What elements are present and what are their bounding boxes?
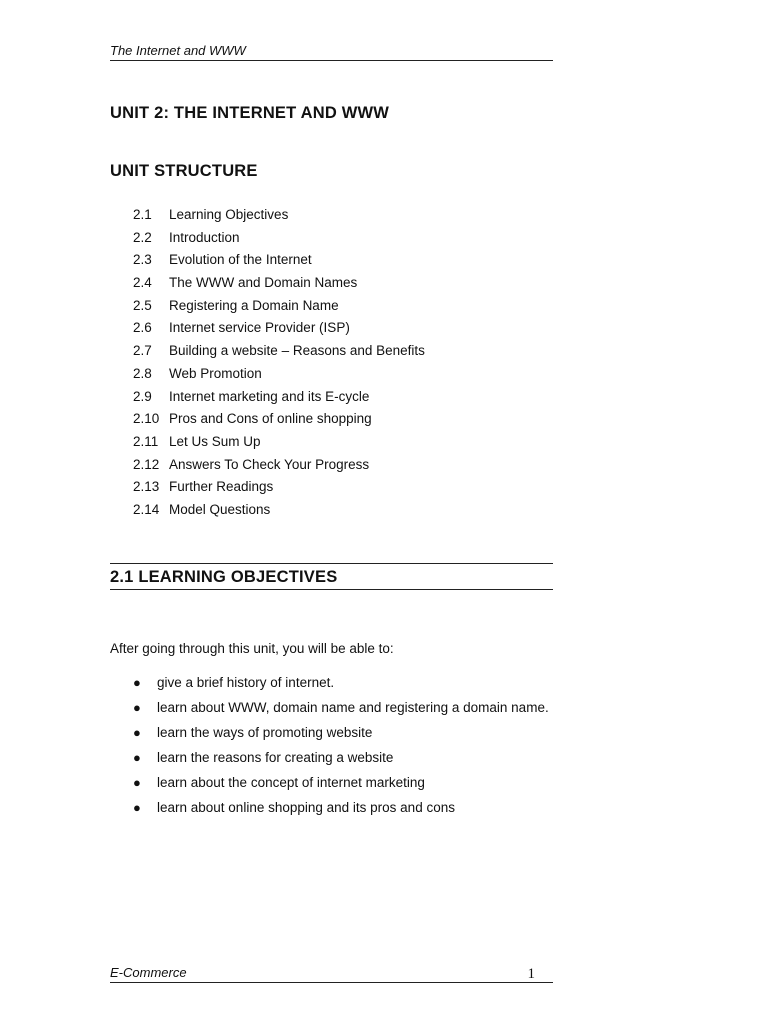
toc-item <box>133 317 425 340</box>
toc-item <box>133 408 425 431</box>
toc-item <box>133 272 425 295</box>
toc-item <box>133 363 425 386</box>
toc-number: 2.8 <box>133 365 152 381</box>
objective-text: give a brief history of internet. <box>157 675 335 690</box>
toc-item <box>133 295 425 318</box>
toc-title: Web Promotion <box>169 365 262 381</box>
toc-title: Model Questions <box>169 501 271 517</box>
toc-number: 2.4 <box>133 275 152 291</box>
toc-title: Registering a Domain Name <box>169 297 339 313</box>
bullet-icon: ● <box>133 800 141 815</box>
toc-number: 2.12 <box>133 456 160 472</box>
toc-title: The WWW and Domain Names <box>169 275 358 291</box>
unit-structure-heading: UNIT STRUCTURE <box>110 162 258 180</box>
toc-number: 2.2 <box>133 229 152 245</box>
toc-number: 2.1 <box>133 207 152 222</box>
unit-title: UNIT 2: THE INTERNET AND WWW <box>110 104 390 122</box>
toc-number: 2.10 <box>133 411 160 427</box>
toc-title: Learning Objectives <box>169 207 289 222</box>
toc-title: Evolution of the Internet <box>169 252 312 268</box>
bullet-icon: ● <box>133 675 141 690</box>
bullet-icon: ● <box>133 750 141 765</box>
objective-item <box>133 750 553 765</box>
toc-number: 2.6 <box>133 320 152 336</box>
bullet-icon: ● <box>133 725 141 740</box>
toc-title: Further Readings <box>169 479 274 495</box>
toc-title: Internet marketing and its E-cycle <box>169 388 370 404</box>
objective-text: learn about online shopping and its pros and cons <box>157 800 455 815</box>
objective-text: learn about the concept of internet marketing <box>157 775 425 790</box>
objective-text: learn the ways of promoting website <box>157 725 373 740</box>
toc-item <box>133 204 425 227</box>
toc-number: 2.14 <box>133 501 160 517</box>
toc-item <box>133 249 425 272</box>
toc-item <box>133 386 425 409</box>
objective-item <box>133 800 553 815</box>
section-heading: 2.1 LEARNING OBJECTIVES <box>110 568 338 586</box>
toc-number: 2.11 <box>133 433 159 449</box>
toc-item <box>133 227 425 250</box>
running-footer <box>110 965 553 983</box>
bullet-icon: ● <box>133 700 141 715</box>
toc-title: Introduction <box>169 229 240 245</box>
objective-item <box>133 725 553 740</box>
toc-title: Internet service Provider (ISP) <box>169 320 350 336</box>
toc-title: Pros and Cons of online shopping <box>169 411 372 427</box>
toc-title: Answers To Check Your Progress <box>169 456 370 472</box>
objective-item <box>133 775 553 790</box>
running-header: The Internet and WWW <box>110 43 553 61</box>
footer-course-title: E-Commerce <box>110 965 187 980</box>
table-of-contents <box>133 204 425 522</box>
toc-number: 2.3 <box>133 252 152 268</box>
toc-number: 2.5 <box>133 297 152 313</box>
toc-item <box>133 454 425 477</box>
objectives-list <box>133 675 553 815</box>
bullet-icon: ● <box>133 775 141 790</box>
toc-item <box>133 476 425 499</box>
section-heading-bar <box>110 563 553 590</box>
toc-title: Let Us Sum Up <box>169 433 261 449</box>
objective-text: learn about WWW, domain name and registering a domain name. <box>157 700 549 715</box>
toc-item <box>133 499 425 522</box>
toc-item <box>133 431 425 454</box>
page-number: 1 <box>527 966 535 982</box>
objective-text: learn the reasons for creating a website <box>157 750 394 765</box>
objective-item <box>133 700 553 715</box>
toc-number: 2.13 <box>133 479 160 495</box>
section-intro: After going through this unit, you will be able to: <box>110 641 394 656</box>
toc-number: 2.7 <box>133 343 152 359</box>
toc-number: 2.9 <box>133 388 152 404</box>
toc-title: Building a website – Reasons and Benefits <box>169 343 425 359</box>
toc-item <box>133 340 425 363</box>
objective-item <box>133 675 553 690</box>
